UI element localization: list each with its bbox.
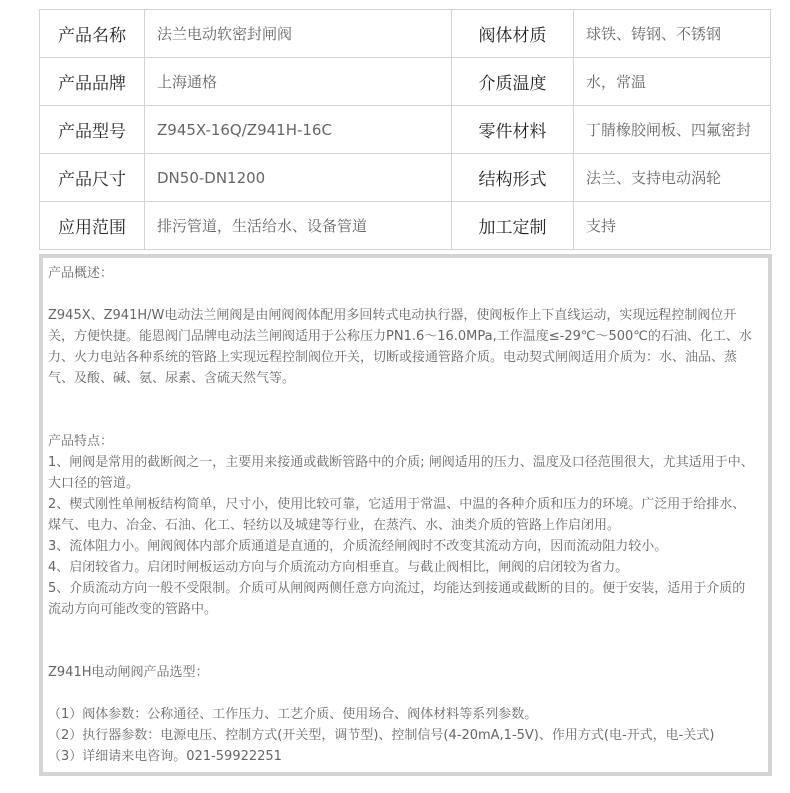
spec-label: 零件材料 [452,106,574,154]
description-line: 4、启闭较省力。启闭时闸板运动方向与介质流动方向相垂直。与截止阀相比，闸阀的启闭较为省力。 [48,560,629,575]
spec-row [40,154,771,202]
description-line: Z945X、Z941H/W电动法兰闸阀是由闸阀阀体配用多回转式电动执行器，使阀板作上下直线运动，实现远程控制阀位开关，方便快捷。能恩阀门品牌电动法兰闸阀适用于公称压力PN1.6～16.0MPa,工作温度≤-29℃～500℃的石油、化工、水力、火力电站各种系统的管路上实现远程控制阀位开关，切断或接通管路介质。电动契式闸阀适用介质为：水、油品、蒸气、及酸、碱、氨、尿素、含硫天然气等。 [48,308,752,386]
spec-label: 产品名称 [40,10,145,58]
product-description [39,254,772,776]
spec-label: 阀体材质 [452,10,574,58]
description-line: （3）详细请来电咨询。021-59922251 [48,749,282,764]
spec-value: Z945X-16Q/Z941H-16C [145,106,452,154]
spec-value: 法兰、支持电动涡轮 [574,154,771,202]
description-line [48,389,758,410]
spec-label: 应用范围 [40,202,145,250]
spec-label: 加工定制 [452,202,574,250]
description-line: 2、楔式刚性单闸板结构简单，尺寸小，使用比较可靠，它适用于常温、中温的各种介质和压力的环境。广泛用于给排水、煤气、电力、冶金、石油、化工、轻纺以及城建等行业，在蒸汽、水、油类介质的管路上作启闭用。 [48,497,746,533]
spec-label: 产品尺寸 [40,154,145,202]
description-line: 5、介质流动方向一般不受限制。介质可从闸阀两侧任意方向流过，均能达到接通或截断的目的。便于安装，适用于介质的流动方向可能改变的管路中。 [48,581,746,617]
spec-value: 上海通格 [145,58,452,106]
description-line: 产品概述： [48,266,114,281]
spec-value: 丁腈橡胶闸板、四氟密封 [574,106,771,154]
spec-row [40,202,771,250]
description-line: 3、流体阻力小。闸阀阀体内部介质通道是直通的，介质流经闸阀时不改变其流动方向，因而流动阻力较小。 [48,539,668,554]
description-line [48,410,758,431]
spec-value: DN50-DN1200 [145,154,452,202]
description-line: 1、闸阀是常用的截断阀之一，主要用来接通或截断管路中的介质; 闸阀适用的压力、温度及口径范围很大，尤其适用于中、大口径的管道。 [48,455,754,491]
description-line [48,683,758,704]
spec-row [40,10,771,58]
description-line: Z941H电动闸阀产品选型： [48,665,209,680]
spec-value: 球铁、铸钢、不锈钢 [574,10,771,58]
spec-label: 产品型号 [40,106,145,154]
spec-label: 结构形式 [452,154,574,202]
spec-value: 法兰电动软密封闸阀 [145,10,452,58]
spec-value: 支持 [574,202,771,250]
spec-table-body [40,10,771,250]
spec-label: 产品品牌 [40,58,145,106]
spec-value: 排污管道，生活给水、设备管道 [145,202,452,250]
description-line: 产品特点： [48,434,114,449]
spec-row [40,58,771,106]
spec-table [39,9,771,250]
description-line [48,641,758,662]
spec-row [40,106,771,154]
spec-value: 水，常温 [574,58,771,106]
description-line: （1）阀体参数：公称通径、工作压力、工艺介质、使用场合、阀体材料等系列参数。 [48,707,538,722]
description-line [48,284,758,305]
spec-label: 介质温度 [452,58,574,106]
description-line [48,620,758,641]
description-line: （2）执行器参数：电源电压、控制方式(开关型，调节型)、控制信号(4-20mA,1-5V)、作用方式(电-开式，电-关式) [48,728,715,743]
